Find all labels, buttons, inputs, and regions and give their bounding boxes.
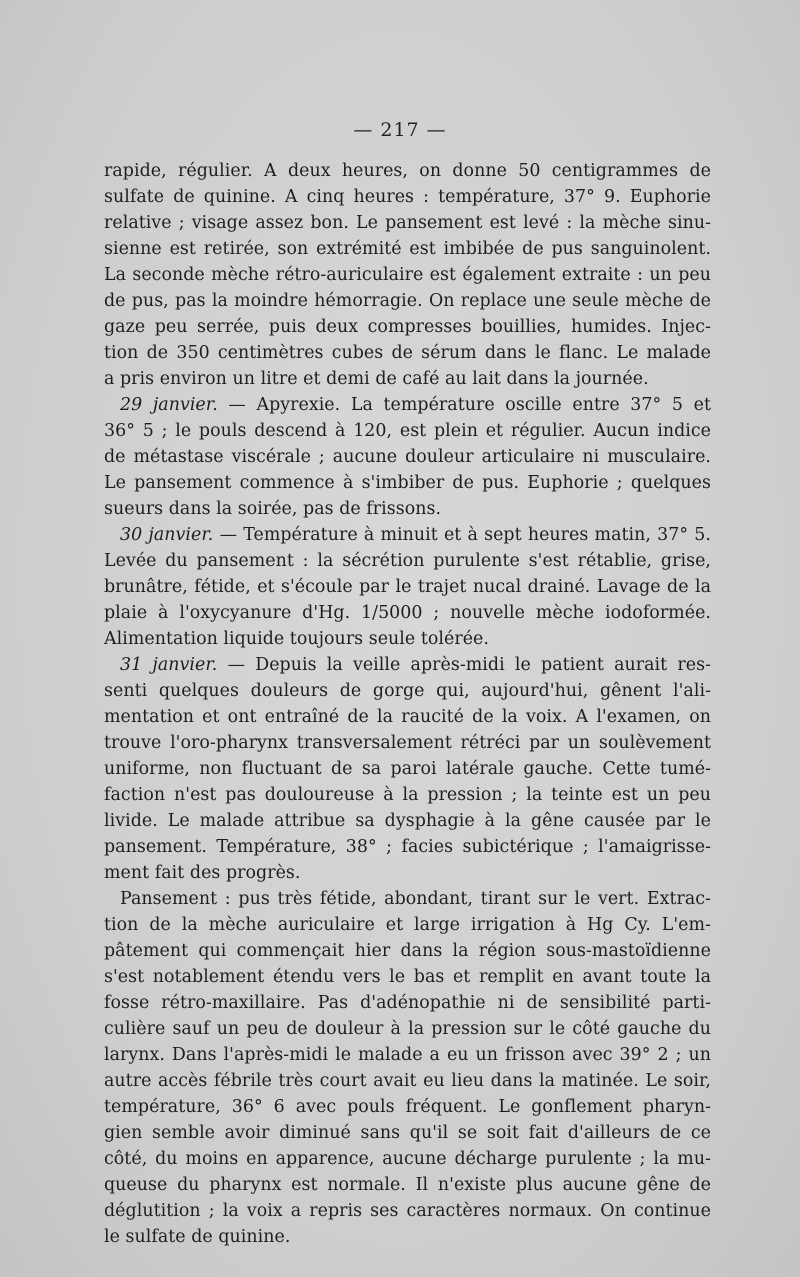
text-line (104, 548, 711, 574)
line-text: — Température à minuit et à sept heures matin, 37° 5. (213, 525, 711, 545)
line-text: larynx. Dans l'après-midi le malade a eu un frisson avec 39° 2 ; un (104, 1045, 711, 1065)
line-text: — Depuis la veille après-midi le patient aurait res- (217, 655, 711, 675)
line-text: Alimentation liquide toujours seule tolérée. (104, 629, 489, 649)
text-line (104, 418, 711, 444)
line-text: rapide, régulier. A deux heures, on donne 50 centigrammes de (104, 161, 711, 181)
text-line (104, 522, 711, 548)
line-text: brunâtre, fétide, et s'écoule par le trajet nucal drainé. Lavage de la (104, 577, 711, 597)
line-text: déglutition ; la voix a repris ses caractères normaux. On continue (104, 1201, 711, 1221)
text-line (104, 574, 711, 600)
text-line (104, 704, 711, 730)
text-line (104, 938, 711, 964)
line-text: livide. Le malade attribue sa dysphagie à la gêne causée par le (104, 811, 711, 831)
line-text: queuse du pharynx est normale. Il n'existe plus aucune gêne de (104, 1175, 711, 1195)
line-text: s'est notablement étendu vers le bas et remplit en avant toute la (104, 967, 711, 987)
entry-date: 29 janvier. (120, 395, 218, 415)
line-text: Levée du pansement : la sécrétion purulente s'est rétablie, grise, (104, 551, 711, 571)
line-text: sueurs dans la soirée, pas de frissons. (104, 499, 442, 519)
line-text: gaze peu serrée, puis deux compresses bouillies, humides. Injec- (104, 317, 711, 337)
text-line (104, 444, 711, 470)
text-line (104, 626, 711, 652)
text-line (104, 652, 711, 678)
text-line (104, 340, 711, 366)
text-line (104, 1016, 711, 1042)
text-line (104, 1068, 711, 1094)
line-text: a pris environ un litre et demi de café au lait dans la journée. (104, 369, 649, 389)
text-line (104, 210, 711, 236)
line-text: de métastase viscérale ; aucune douleur articulaire ni musculaire. (104, 447, 711, 467)
line-text: trouve l'oro-pharynx transversalement rétréci par un soulèvement (104, 733, 711, 753)
line-text: pansement. Température, 38° ; facies subictérique ; l'amaigrisse- (104, 837, 711, 857)
body-text (104, 158, 711, 1250)
text-line (104, 1094, 711, 1120)
line-text: culière sauf un peu de douleur à la pression sur le côté gauche du (104, 1019, 711, 1039)
line-text: mentation et ont entraîné de la raucité de la voix. A l'examen, on (104, 707, 711, 727)
text-line (104, 1172, 711, 1198)
text-line (104, 236, 711, 262)
text-line (104, 782, 711, 808)
line-text: température, 36° 6 avec pouls fréquent. Le gonflement pharyn- (104, 1097, 711, 1117)
text-line (104, 496, 711, 522)
line-text: gien semble avoir diminué sans qu'il se soit fait d'ailleurs de ce (104, 1123, 711, 1143)
text-line (104, 600, 711, 626)
line-text: sulfate de quinine. A cinq heures : température, 37° 9. Euphorie (104, 187, 711, 207)
line-text: senti quelques douleurs de gorge qui, aujourd'hui, gênent l'ali- (104, 681, 711, 701)
text-line (104, 184, 711, 210)
text-line (104, 990, 711, 1016)
text-line (104, 1198, 711, 1224)
text-line (104, 912, 711, 938)
line-text: relative ; visage assez bon. Le pansement est levé : la mèche sinu- (104, 213, 711, 233)
line-text: Le pansement commence à s'imbiber de pus. Euphorie ; quelques (104, 473, 711, 493)
text-line (104, 834, 711, 860)
line-text: de pus, pas la moindre hémorragie. On replace une seule mèche de (104, 291, 711, 311)
text-line (104, 1042, 711, 1068)
line-text: plaie à l'oxycyanure d'Hg. 1/5000 ; nouvelle mèche iodoformée. (104, 603, 711, 623)
text-line (104, 262, 711, 288)
line-text: tion de 350 centimètres cubes de sérum dans le flanc. Le malade (104, 343, 711, 363)
line-text: côté, du moins en apparence, aucune décharge purulente ; la mu- (104, 1149, 711, 1169)
line-text: fosse rétro-maxillaire. Pas d'adénopathie ni de sensibilité parti- (104, 993, 711, 1013)
text-line (104, 288, 711, 314)
text-line (104, 1224, 711, 1250)
text-line (104, 808, 711, 834)
line-text: 36° 5 ; le pouls descend à 120, est plein et régulier. Aucun indice (104, 421, 711, 441)
line-text: uniforme, non fluctuant de sa paroi latérale gauche. Cette tumé- (104, 759, 711, 779)
line-text: — Apyrexie. La température oscille entre 37° 5 et (217, 395, 711, 415)
line-text: faction n'est pas douloureuse à la pression ; la teinte est un peu (104, 785, 711, 805)
text-line (104, 1146, 711, 1172)
line-text: pâtement qui commençait hier dans la région sous-mastoïdienne (104, 941, 711, 961)
line-text: tion de la mèche auriculaire et large irrigation à Hg Cy. L'em- (104, 915, 711, 935)
page-number: — 217 — (353, 119, 447, 141)
text-line (104, 964, 711, 990)
line-text: La seconde mèche rétro-auriculaire est également extraite : un peu (104, 265, 711, 285)
entry-date: 31 janvier. (120, 655, 218, 675)
text-line (104, 678, 711, 704)
text-line (104, 470, 711, 496)
line-text: le sulfate de quinine. (104, 1227, 291, 1247)
text-line (104, 886, 711, 912)
line-text: ment fait des progrès. (104, 863, 301, 883)
line-text: autre accès fébrile très court avait eu lieu dans la matinée. Le soir, (104, 1071, 711, 1091)
text-line (104, 756, 711, 782)
text-line (104, 730, 711, 756)
text-line (104, 860, 711, 886)
entry-date: 30 janvier. (120, 525, 214, 545)
text-line (104, 158, 711, 184)
line-text: sienne est retirée, son extrémité est imbibée de pus sanguinolent. (104, 239, 711, 259)
text-line (104, 314, 711, 340)
line-text: Pansement : pus très fétide, abondant, tirant sur le vert. Extrac- (120, 889, 711, 909)
text-line (104, 392, 711, 418)
text-line (104, 1120, 711, 1146)
text-line (104, 366, 711, 392)
